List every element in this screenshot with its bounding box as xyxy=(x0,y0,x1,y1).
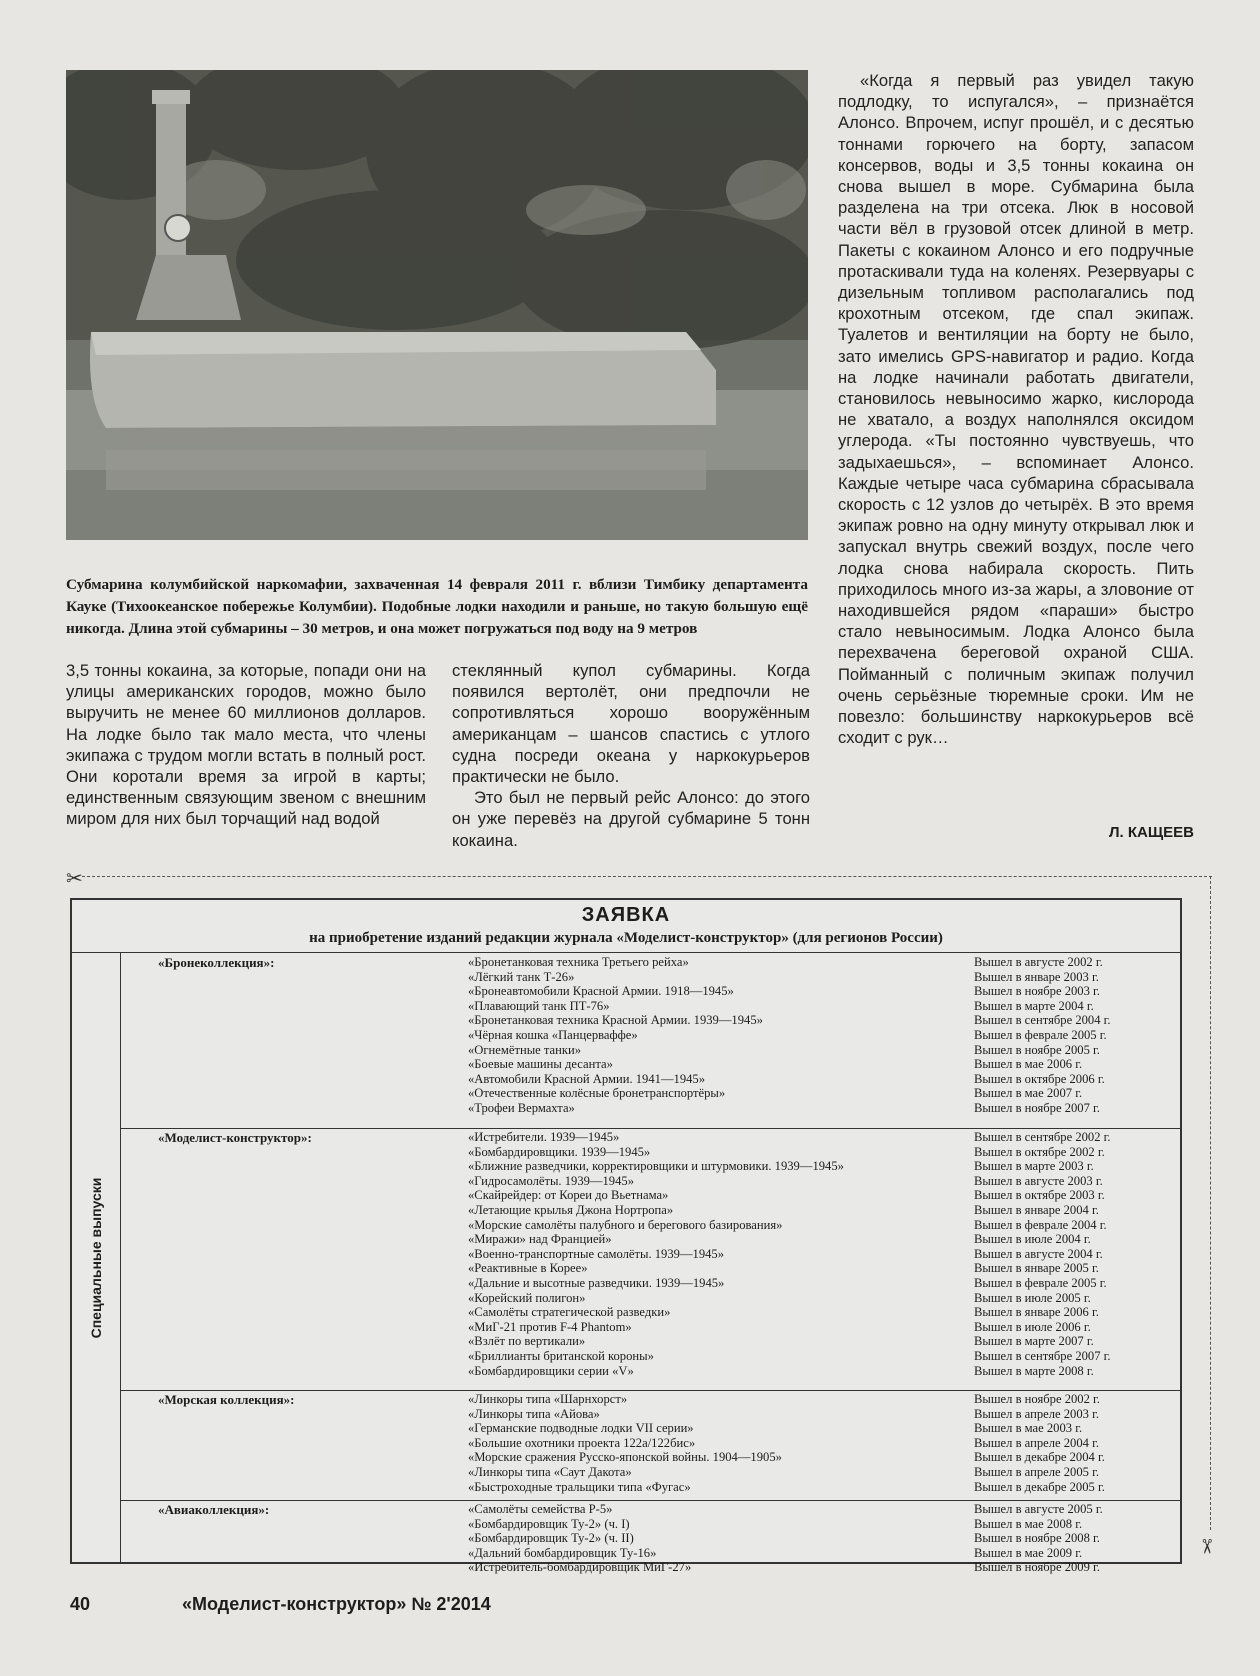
page-footer xyxy=(70,1594,491,1615)
publication-title: «Линкоры типа «Саут Дакота» xyxy=(468,1464,632,1479)
publication-title: «Бомбардировщики. 1939—1945» xyxy=(468,1144,651,1159)
publication-date: Вышел в октябре 2002 г. xyxy=(974,1144,1105,1159)
section-name: «Бронеколлекция»: xyxy=(158,955,275,970)
publication-date: Вышел в апреле 2003 г. xyxy=(974,1406,1099,1421)
publication-date: Вышел в марте 2003 г. xyxy=(974,1159,1094,1174)
publication-date: Вышел в ноябре 2005 г. xyxy=(974,1042,1100,1057)
publication-date: Вышел в ноябре 2007 г. xyxy=(974,1100,1100,1115)
publication-date: Вышел в мае 2008 г. xyxy=(974,1516,1083,1531)
publication-date: Вышел в мае 2003 г. xyxy=(974,1421,1083,1436)
publication-date: Вышел в августе 2004 г. xyxy=(974,1246,1103,1261)
publication-date: Вышел в январе 2005 г. xyxy=(974,1261,1099,1276)
publication-date: Вышел в сентябре 2004 г. xyxy=(974,1013,1111,1028)
publication-title: «Взлёт по вертикали» xyxy=(468,1334,586,1349)
photo-caption: Субмарина колумбийской наркомафии, захваченная 14 февраля 2011 г. вблизи Тимбику департамента Кауке (Тихоокеанское побережье Колумбии). Подобные лодки находили и раньше, но такую большую ещё никогда. Длина этой субмарины – 30 метров, и она может погружаться под воду на 9 метров xyxy=(66,576,808,637)
publication-date: Вышел в январе 2006 г. xyxy=(974,1305,1099,1320)
submarine-photo xyxy=(66,70,808,540)
article-column-3 xyxy=(838,70,1194,749)
publication-title: «Бомбардировщик Ту-2» (ч. I) xyxy=(468,1516,630,1531)
article-column-1 xyxy=(66,660,426,830)
publication-title: «Дальние и высотные разведчики. 1939—1945» xyxy=(468,1275,725,1290)
publication-title: «Дальний бомбардировщик Ту-16» xyxy=(468,1545,657,1560)
publication-date: Вышел в декабре 2004 г. xyxy=(974,1450,1105,1465)
publication-date: Вышел в мае 2007 г. xyxy=(974,1086,1083,1101)
publication-title: «Морские самолёты палубного и берегового базирования» xyxy=(468,1217,783,1232)
publication-title: «Реактивные в Корее» xyxy=(468,1261,588,1276)
section-dates xyxy=(974,1502,1103,1575)
publication-date: Вышел в апреле 2005 г. xyxy=(974,1464,1099,1479)
publication-title: «Истребители. 1939—1945» xyxy=(468,1130,620,1144)
publication-date: Вышел в феврале 2005 г. xyxy=(974,1027,1107,1042)
publication-date: Вышел в октябре 2003 г. xyxy=(974,1188,1105,1203)
scissors-icon: ✂ xyxy=(1194,1538,1217,1555)
publication-date: Вышел в апреле 2004 г. xyxy=(974,1435,1099,1450)
page-number: 40 xyxy=(70,1594,91,1614)
publication-date: Вышел в августе 2002 г. xyxy=(974,955,1103,969)
publication-title: «Бомбардировщик Ту-2» (ч. II) xyxy=(468,1531,634,1546)
publication-date: Вышел в сентябре 2002 г. xyxy=(974,1130,1111,1144)
publication-title: «Истребитель-бомбардировщик МиГ-27» xyxy=(468,1560,692,1575)
article-paragraph: Это был не первый рейс Алонсо: до этого он уже перевёз на другой субмарине 5 тонн кокаина. xyxy=(452,788,810,850)
publication-date: Вышел в мае 2009 г. xyxy=(974,1545,1083,1560)
section-aviakollektsiya xyxy=(120,1500,1180,1575)
scissors-icon: ✂ xyxy=(66,868,83,890)
publication-title: «Корейский полигон» xyxy=(468,1290,586,1305)
section-name: «Моделист-конструктор»: xyxy=(158,1130,312,1145)
publication-title: «Бронетанковая техника Третьего рейха» xyxy=(468,955,689,969)
publication-title: «Огнемётные танки» xyxy=(468,1042,582,1057)
section-titles xyxy=(468,955,763,1116)
publication-date: Вышел в октябре 2006 г. xyxy=(974,1071,1105,1086)
journal-issue: «Моделист-конструктор» № 2'2014 xyxy=(182,1594,491,1614)
publication-date: Вышел в августе 2005 г. xyxy=(974,1502,1103,1516)
publication-date: Вышел в декабре 2005 г. xyxy=(974,1479,1105,1494)
publication-title: «Бронетанковая техника Красной Армии. 1939—1945» xyxy=(468,1013,763,1028)
section-morskaya-kollektsiya xyxy=(120,1390,1180,1501)
publication-title: «Боевые машины десанта» xyxy=(468,1057,613,1072)
publication-title: «Германские подводные лодки VII серии» xyxy=(468,1421,694,1436)
section-titles xyxy=(468,1392,782,1494)
publication-date: Вышел в марте 2008 г. xyxy=(974,1363,1094,1378)
publication-title: «Бронеавтомобили Красной Армии. 1918—1945» xyxy=(468,984,734,999)
section-bronekollektsiya xyxy=(120,953,1180,1129)
publication-title: «Лёгкий танк Т-26» xyxy=(468,969,575,984)
article-paragraph: стеклянный купол субмарины. Когда появился вертолёт, они предпочли не сопротивляться хорошо вооружённым американцам – шансов спастись с утлого судна посреди океана у наркокурьеров практически не было. xyxy=(452,661,810,787)
publication-title: «Отечественные колёсные бронетранспортёры» xyxy=(468,1086,726,1101)
publication-title: «Большие охотники проекта 122а/122бис» xyxy=(468,1435,696,1450)
publication-date: Вышел в ноябре 2003 г. xyxy=(974,984,1100,999)
publication-title: «Быстроходные тральщики типа «Фугас» xyxy=(468,1479,691,1494)
section-name: «Морская коллекция»: xyxy=(158,1392,295,1407)
publication-title: «Трофеи Вермахта» xyxy=(468,1100,575,1115)
publication-title: «Бомбардировщики серии «V» xyxy=(468,1363,634,1378)
order-form xyxy=(70,898,1182,1575)
publication-date: Вышел в ноябре 2008 г. xyxy=(974,1531,1100,1546)
publication-date: Вышел в феврале 2004 г. xyxy=(974,1217,1107,1232)
form-title: ЗАЯВКА xyxy=(581,904,671,926)
publication-title: «Скайрейдер: от Кореи до Вьетнама» xyxy=(468,1188,669,1203)
section-name: «Авиаколлекция»: xyxy=(158,1502,270,1517)
publication-date: Вышел в мае 2006 г. xyxy=(974,1057,1083,1072)
publication-title: «Гидросамолёты. 1939—1945» xyxy=(468,1173,634,1188)
section-dates xyxy=(974,955,1111,1116)
publication-date: Вышел в марте 2004 г. xyxy=(974,998,1094,1013)
publication-date: Вышел в августе 2003 г. xyxy=(974,1173,1103,1188)
publication-date: Вышел в январе 2003 г. xyxy=(974,969,1099,984)
publication-title: «Автомобили Красной Армии. 1941—1945» xyxy=(468,1071,706,1086)
publication-title: «Чёрная кошка «Панцерваффе» xyxy=(468,1027,638,1042)
article-paragraph: 3,5 тонны кокаина, за которые, попади они на улицы американских городов, можно было выручить не менее 60 миллионов долларов. На лодке было так мало места, что члены экипажа с трудом могли встать в полный рост. Они коротали время за игрой в карты; единственным связующим звеном с внешним миром для них был торчащий над водой xyxy=(66,661,426,829)
publication-title: «Миражи» над Францией» xyxy=(468,1232,612,1247)
publication-title: «Морские сражения Русско-японской войны. 1904—1905» xyxy=(468,1450,782,1465)
publication-date: Вышел в июле 2004 г. xyxy=(974,1232,1091,1247)
publication-title: «Ближние разведчики, корректировщики и штурмовики. 1939—1945» xyxy=(468,1159,844,1174)
section-dates xyxy=(974,1392,1105,1494)
section-modelist-konstruktor xyxy=(120,1128,1180,1391)
publication-date: Вышел в ноябре 2009 г. xyxy=(974,1560,1100,1575)
cut-line-vertical xyxy=(1210,876,1211,1530)
publication-date: Вышел в сентябре 2007 г. xyxy=(974,1348,1111,1363)
publication-title: «Линкоры типа «Шарнхорст» xyxy=(468,1392,628,1406)
publication-title: «Бриллианты британской короны» xyxy=(468,1348,654,1363)
publication-title: «Плавающий танк ПТ-76» xyxy=(468,998,610,1013)
form-subtitle: на приобретение изданий редакции журнала «Моделист-конструктор» (для регионов России) xyxy=(309,930,943,946)
article-author: Л. КАЩЕЕВ xyxy=(1109,824,1194,841)
publication-date: Вышел в ноябре 2002 г. xyxy=(974,1392,1100,1406)
publication-title: «Самолёты семейства Р-5» xyxy=(468,1502,613,1516)
article-paragraph: «Когда я первый раз увидел такую подлодку, то испугался», – признаётся Алонсо. Впрочем, испуг прошёл, и с десятью тоннами горючего на борту, запасом консервов, воды и 3,5 тонны кокаина он снова вышел в море. Субмарина была разделена на три отсека. Люк в носовой части вёл в грузовой отсек длиной в метр. Пакеты с кокаином Алонсо и его подручные протаскивали туда на коленях. Резервуары с дизельным топливом располагались под крохотным отсеком, где спал экипаж. Туалетов и вентиляции на борту не было, зато имелись GPS-навигатор и радио. Когда на лодке начинали работать двигатели, становилось невыносимо жарко, кислорода не хватало, а воздух наполнялся оксидом углерода. «Ты постоянно чувствуешь, что задыхаешься», – вспоминает Алонсо. Каждые четыре часа субмарина сбрасывала скорость с 12 узлов до четырёх. В это время экипаж ровно на одну минуту открывал люк и запускал внутрь свежий воздух, после чего лодка снова набирала скорость. Пить приходилось много из-за жары, а зловоние от находившейся рядом «параши» быстро стало невыносимым. Лодка Алонсо была перехвачена береговой охраной США. Пойманный с поличным экипаж получил очень серьёзные тюремные сроки. Им не повезло: большинству наркокурьеров всё сходит с рук… xyxy=(838,71,1194,748)
section-titles xyxy=(468,1130,844,1378)
section-dates xyxy=(974,1130,1111,1378)
publication-title: «МиГ-21 против F-4 Phantom» xyxy=(468,1319,632,1334)
publication-date: Вышел в июле 2006 г. xyxy=(974,1319,1091,1334)
publication-date: Вышел в июле 2005 г. xyxy=(974,1290,1091,1305)
publication-title: «Летающие крылья Джона Нортропа» xyxy=(468,1202,674,1217)
publications-table xyxy=(72,952,1180,1575)
photo-illustration xyxy=(66,70,808,540)
publication-date: Вышел в марте 2007 г. xyxy=(974,1334,1094,1349)
publication-date: Вышел в январе 2004 г. xyxy=(974,1202,1099,1217)
publication-date: Вышел в феврале 2005 г. xyxy=(974,1275,1107,1290)
article-column-2 xyxy=(452,660,810,851)
publication-title: «Самолёты стратегической разведки» xyxy=(468,1305,671,1320)
section-titles xyxy=(468,1502,691,1575)
publication-title: «Линкоры типа «Айова» xyxy=(468,1406,600,1421)
publication-title: «Военно-транспортные самолёты. 1939—1945» xyxy=(468,1246,725,1261)
cut-line xyxy=(82,876,1212,877)
side-label: Специальные выпуски xyxy=(72,953,121,1563)
